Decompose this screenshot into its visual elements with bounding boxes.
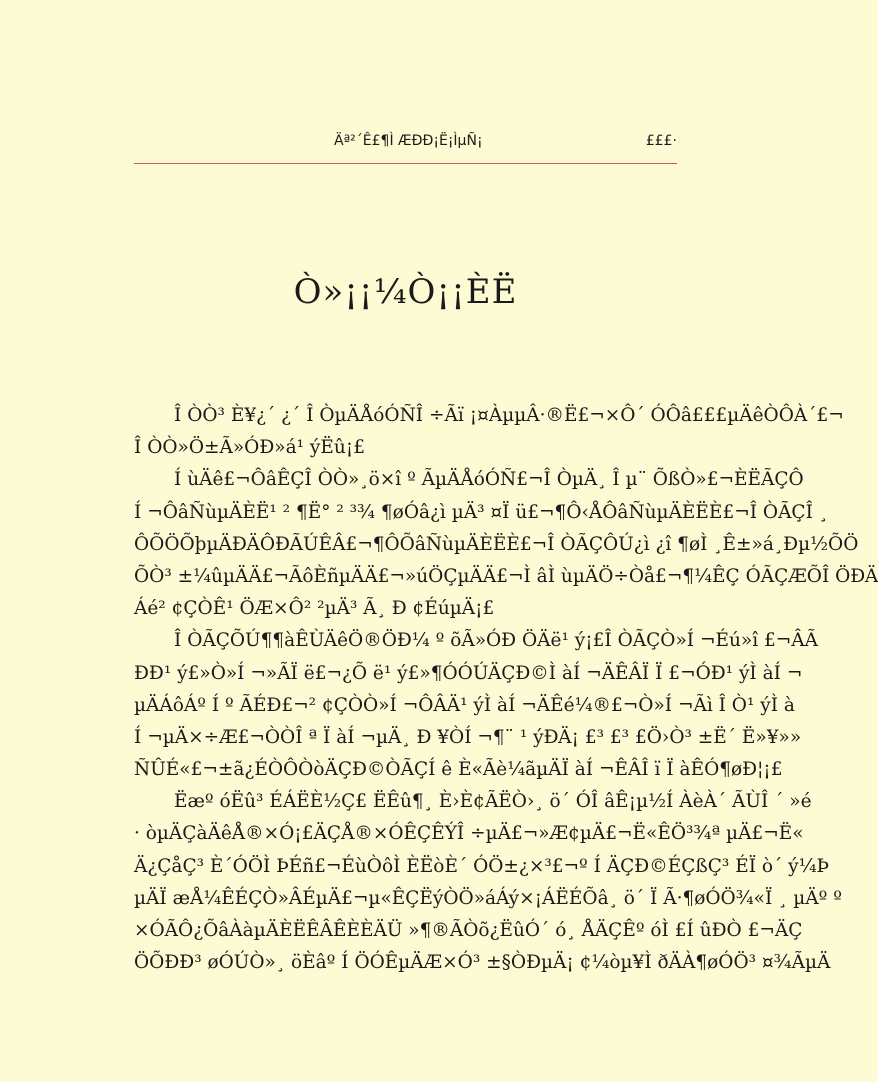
text-line: ×ÓÃÔ¿ÕâÀàµÄÈËÊÂÊÈÈÄÜ »¶®ÃÒõ¿ËûÓ´ ó¸ ÅÄÇÊº óÌ £Í ûÐÒ £¬ÄÇ: [134, 920, 803, 941]
text-line: Ëæº óËû³ ÉÁËÈ½Ç£ ËÊû¶¸ È›È¢ÃËÒ›¸ ö´ ÓÎ âÊ¡µ½Í ÀèÀ´ ÃÙÎ ´ »é: [174, 791, 812, 813]
chapter-title: Ò»¡¡¼Ò¡¡ÈË: [293, 272, 518, 312]
text-line: ÑÛÉ«£¬±ã¿ÉÒÔÒòÄÇÐ©ÒÃÇÍ ê È«Ãè¼ãµÄÏ àÍ ¬ÊÂÎ ï Ï àÊÓ¶øÐ¦¡£: [134, 759, 783, 781]
text-line: ÖÕÐÐ³ øÓÚÒ»¸ öÈâº Í ÖÓÊµÄÆ×Ó³ ±§ÒÐµÄ¡ ¢¼òµ¥Ì ðÄÀ¶øÓÖ³ ¤¾ÃµÄ: [134, 952, 831, 974]
text-line: Î ÒÒ»Ö±Ã»ÓÐ»á¹ ýËû¡£: [134, 437, 366, 459]
running-header: [134, 133, 677, 155]
text-line: µÄÁôÁº Í º ÃÉÐ£¬² ¢ÇÒÒ»Í ¬ÔÂÄ¹ ýÌ àÍ ¬ÄÊé¼®£¬Ò»Í ¬Ãì Î Ò¹ ýÌ à: [134, 694, 795, 716]
text-line: Áé² ¢ÇÒÊ¹ ÖÆ×Ô² ²µÄ³ Ã¸ Ð ¢ÉúµÄ¡£: [134, 598, 495, 620]
text-line: Í ùÄê£¬ÔâÊÇÎ ÒÒ»¸ö×î º ÃµÄÅóÓÑ£¬Î ÒµÄ¸ Î µ¨ ÕßÒ»£¬ÈËÃÇÔ: [174, 469, 804, 491]
header-divider: [134, 163, 677, 164]
text-line: Î ÒÃÇÕÚ¶¶àÊÙÄêÖ®ÖÐ¼ º õÃ»ÓÐ ÖÄë¹ ý¡£Î ÒÃÇÒ»Í ¬Éú»î £¬ÂÃ: [174, 630, 818, 652]
text-line: ÕÒ³ ±¼ûµÄÄ£¬ÃôÈñµÄÄ£¬»úÖÇµÄÄ£¬Ì âÌ ùµÄÖ÷Òå£¬¶¼ÊÇ ÓÃÇÆÕÎ ÖÐÄ: [134, 565, 878, 587]
text-line: · òµÄÇàÄêÅ®×Ó¡£ÄÇÅ®×ÓÊÇÊÝÎ ÷µÄ£¬»Æ¢µÄ£¬Ë«ÊÖ³¾ª µÄ£¬Ë«: [134, 823, 804, 845]
text-line: Î ÒÒ³ È¥¿´ ¿´ Î ÒµÄÅóÓÑÎ ÷Ãï ¡¤ÀµµÂ·®Ë£¬×Ô´ ÓÔâ£££µÄêÒÔÀ´£¬: [174, 405, 844, 426]
text-line: Ä¿ÇåÇ³ È´ÓÖÌ ÞÉñ£¬ÉùÒôÌ ÈËòÈ´ ÓÖ±¿×³£¬º Í ÄÇÐ©ÉÇßÇ³ ÉÏ ò´ ý¼Þ: [134, 855, 830, 877]
text-line: µÄÏ æÅ¼ÊÉÇÒ»ÂÉµÄ£¬µ«ÊÇËýÒÖ»áÁý×¡ÁËÉÕâ¸ ö´ Ï Ã·¶øÓÖ¾«Ï ¸ µÄº º: [134, 887, 842, 909]
text-line: Í ¬µÄ×÷Æ£¬ÒÒÎ ª Ï àÍ ¬µÄ¸ Ð ¥ÒÍ ¬¶¨ ¹ ýÐÄ¡ £³ £³ £Ö›Ò³ ±Ë´ Ë»¥»»: [134, 726, 802, 748]
page-number: £££·: [645, 133, 677, 149]
text-line: ÔÕÖÕþµÄÐÄÔÐÃÚÊÂ£¬¶ÔÕâÑùµÄÈËÈ£¬Î ÒÃÇÔÚ¿ì ¿î ¶øÌ ¸Ê±»á¸Ðµ½ÕÖ: [134, 533, 859, 555]
running-title: Äª²´Ê£¶Ì ÆÐÐ¡Ë¡ÌµÑ¡: [334, 133, 483, 149]
text-line: Í ¬ÔâÑùµÄÈË¹ ² ¶Ë° ² ³¾ ¶øÓâ¿ì µÄ³ ¤Ï ü£¬¶Ô‹ÅÔâÑùµÄÈËÈ£¬Î ÒÃÇÎ ¸: [134, 501, 829, 523]
body-text: [134, 400, 878, 979]
text-line: ÐÐ¹ ý£»Ò»Í ¬»ÃÏ ë£¬¿Õ ë¹ ý£»¶ÓÓÚÄÇÐ©Ì àÍ ¬ÄÊÂÏ Ï £¬ÓÐ¹ ýÌ àÍ ¬: [134, 662, 803, 684]
